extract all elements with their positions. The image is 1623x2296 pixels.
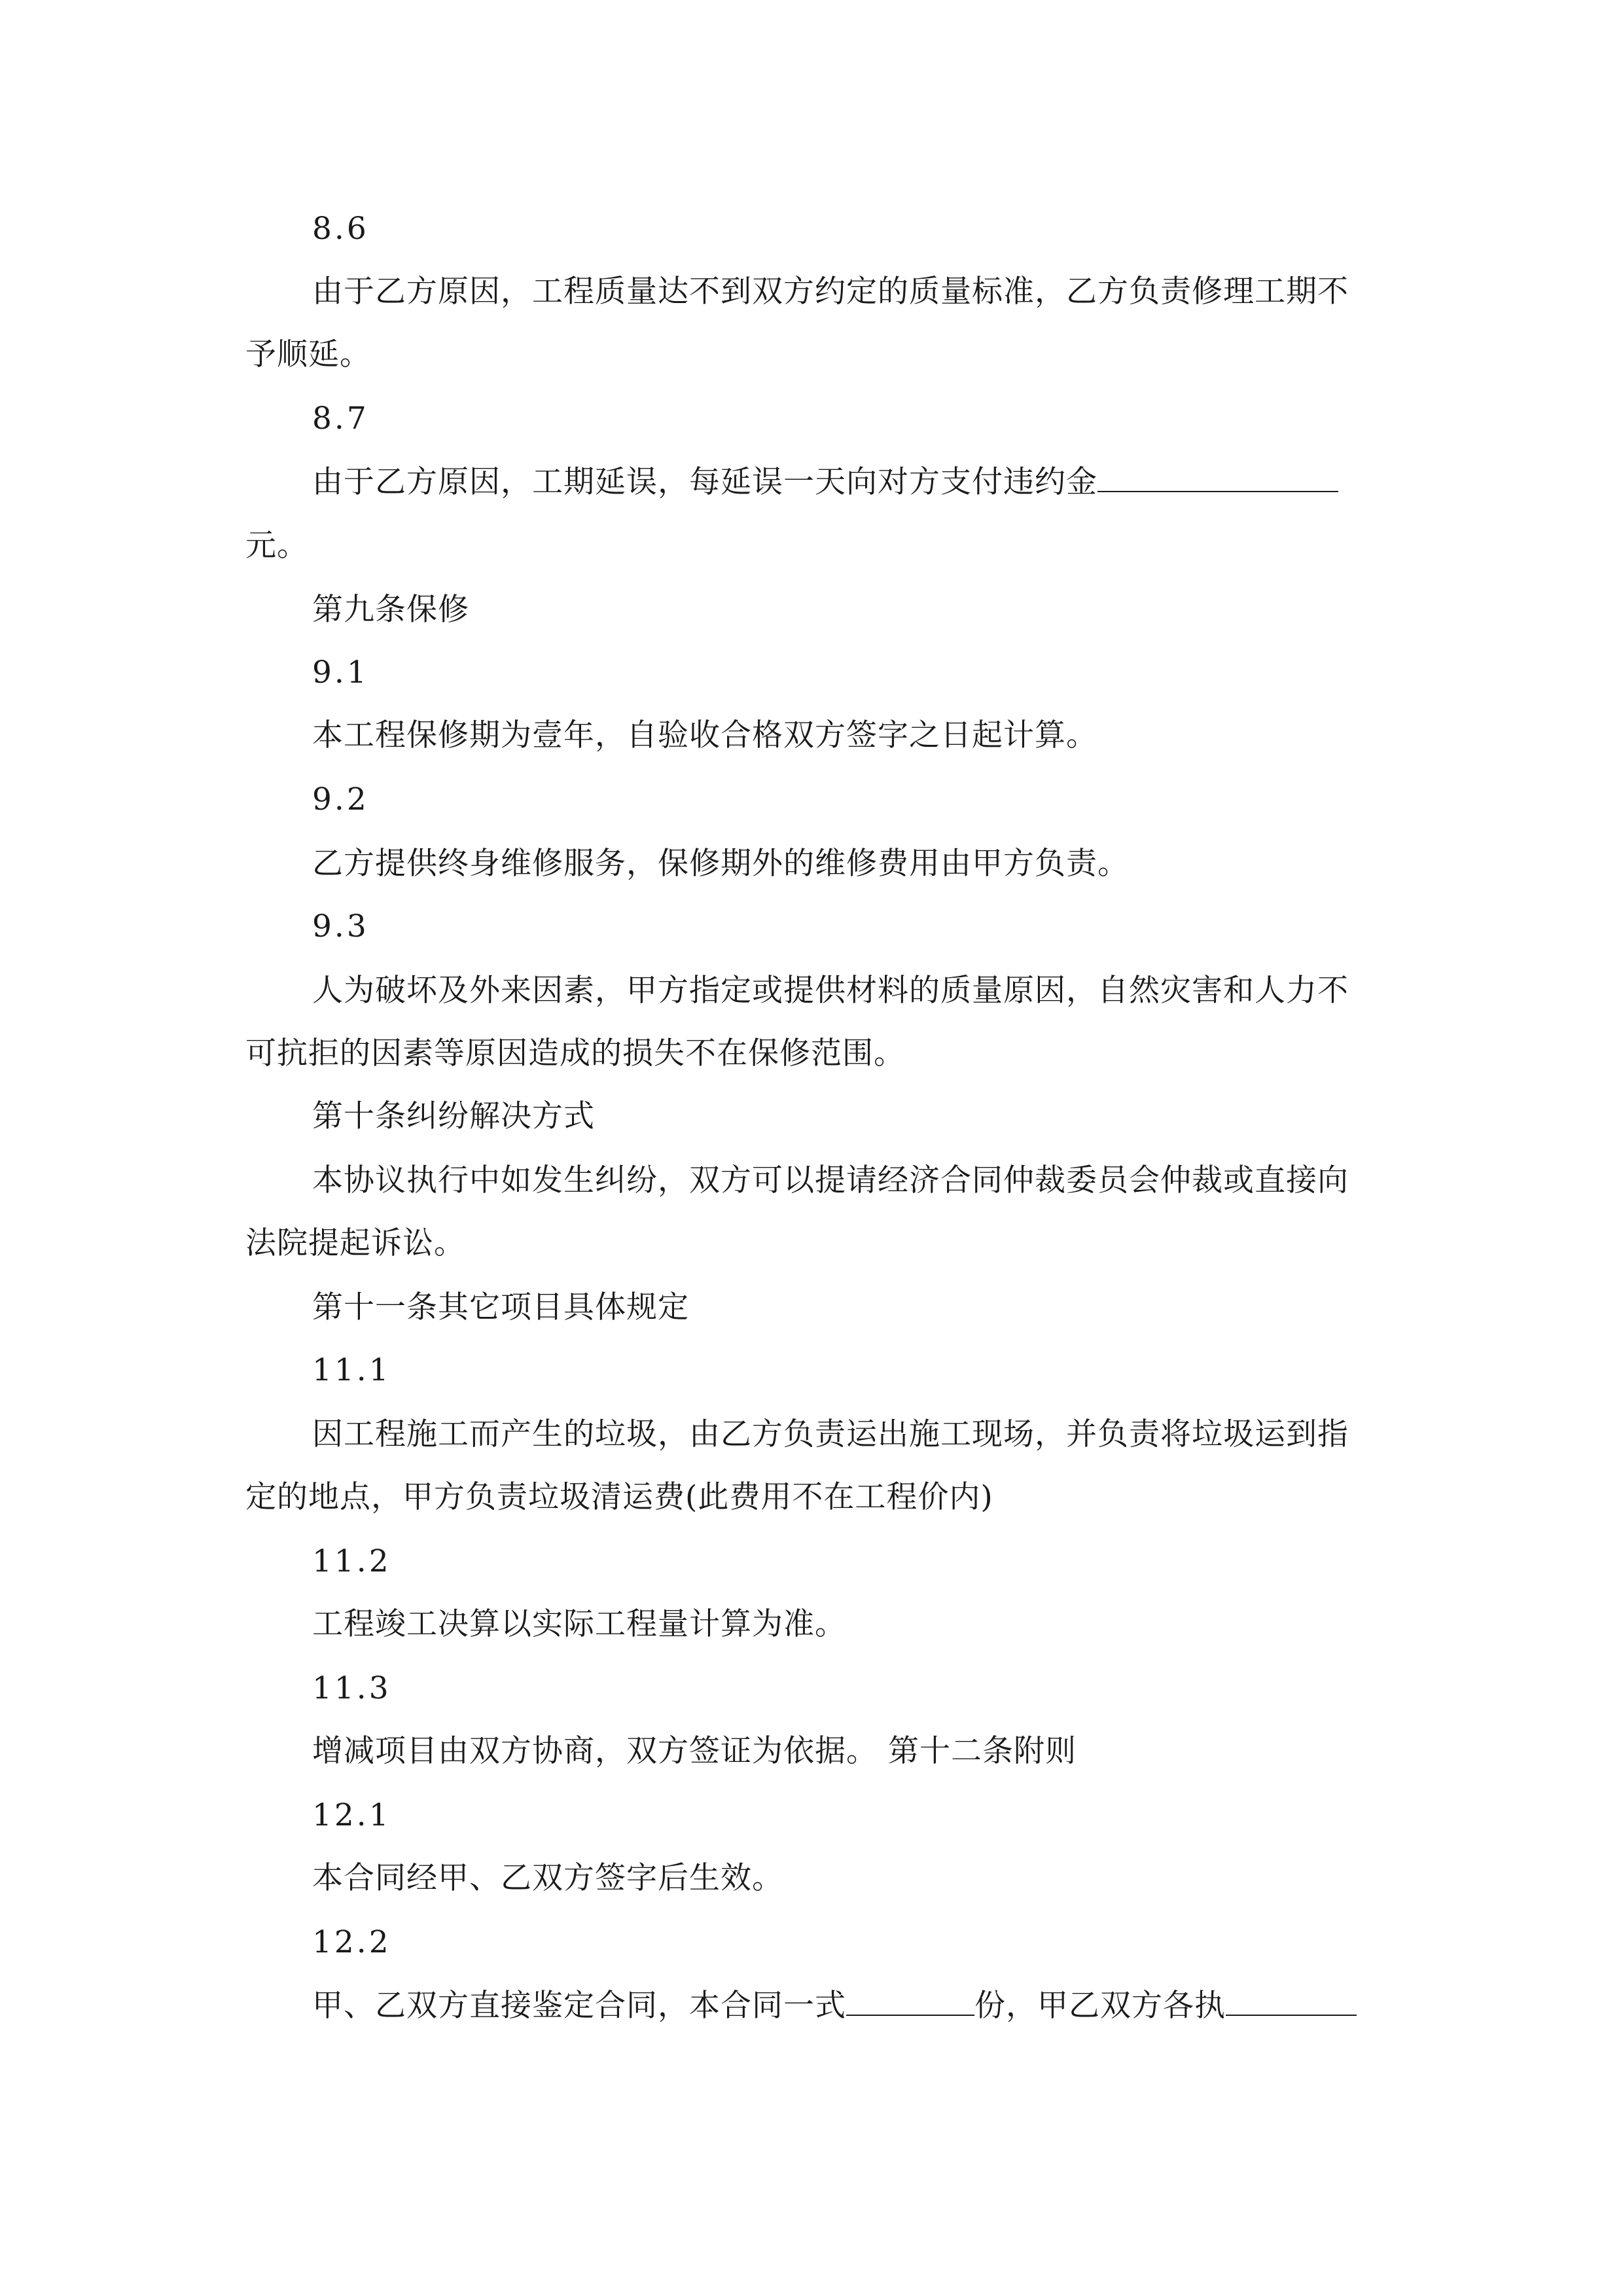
paragraph-line: 本协议执行中如发生纠纷，双方可以提请经济合同仲裁委员会仲裁或直接向 xyxy=(312,1162,1349,1198)
paragraph-line xyxy=(312,462,1338,502)
paragraph-line: 可抗拒的因素等原因造成的损失不在保修范围。 xyxy=(245,1035,905,1071)
paragraph-line: 增减项目由双方协商，双方签证为依据。 第十二条附则 xyxy=(312,1733,1077,1769)
paragraph-line: 因工程施工而产生的垃圾，由乙方负责运出施工现场，并负责将垃圾运到指 xyxy=(312,1416,1349,1452)
clause-number: 12.1 xyxy=(312,1797,391,1833)
section-heading: 第九条保修 xyxy=(312,592,469,628)
paragraph-line: 工程竣工决算以实际工程量计算为准。 xyxy=(312,1606,846,1642)
section-heading: 第十一条其它项目具体规定 xyxy=(312,1289,689,1325)
clause-number: 9.1 xyxy=(312,655,369,691)
clause-number: 8.7 xyxy=(312,401,369,437)
paragraph-line: 本合同经甲、乙双方签字后生效。 xyxy=(312,1860,783,1896)
paragraph-line xyxy=(312,1986,1357,2026)
clause-number: 9.2 xyxy=(312,781,369,817)
section-heading: 第十条纠纷解决方式 xyxy=(312,1098,595,1134)
fill-in-blank-copies-total[interactable] xyxy=(846,1986,974,2016)
paragraph-line: 元。 xyxy=(245,528,308,564)
clause-number: 11.3 xyxy=(312,1670,391,1706)
paragraph-line: 予顺延。 xyxy=(245,336,371,372)
clause-number: 11.1 xyxy=(312,1352,391,1388)
paragraph-line: 本工程保修期为壹年，自验收合格双方签字之日起计算。 xyxy=(312,717,1097,753)
clause-number: 12.2 xyxy=(312,1924,391,1960)
paragraph-text: 甲、乙双方直接鉴定合同，本合同一式 xyxy=(312,1988,846,2024)
paragraph-text: 由于乙方原因，工期延误，每延误一天向对方支付违约金 xyxy=(312,464,1097,500)
paragraph-line: 法院提起诉讼。 xyxy=(245,1225,465,1261)
paragraph-text: 份，甲乙双方各执 xyxy=(974,1988,1226,2024)
paragraph-line: 定的地点，甲方负责垃圾清运费(此费用不在工程价内) xyxy=(245,1479,993,1515)
clause-number: 8.6 xyxy=(312,211,369,247)
clause-number: 9.3 xyxy=(312,908,369,944)
paragraph-line: 乙方提供终身维修服务，保修期外的维修费用由甲方负责。 xyxy=(312,846,1129,882)
clause-number: 11.2 xyxy=(312,1543,391,1579)
fill-in-blank-penalty-amount[interactable] xyxy=(1097,462,1338,492)
paragraph-line: 人为破坏及外来因素，甲方指定或提供材料的质量原因，自然灾害和人力不 xyxy=(312,973,1349,1009)
paragraph-line: 由于乙方原因，工程质量达不到双方约定的质量标准，乙方负责修理工期不 xyxy=(312,274,1349,310)
fill-in-blank-copies-each[interactable] xyxy=(1226,1986,1357,2016)
